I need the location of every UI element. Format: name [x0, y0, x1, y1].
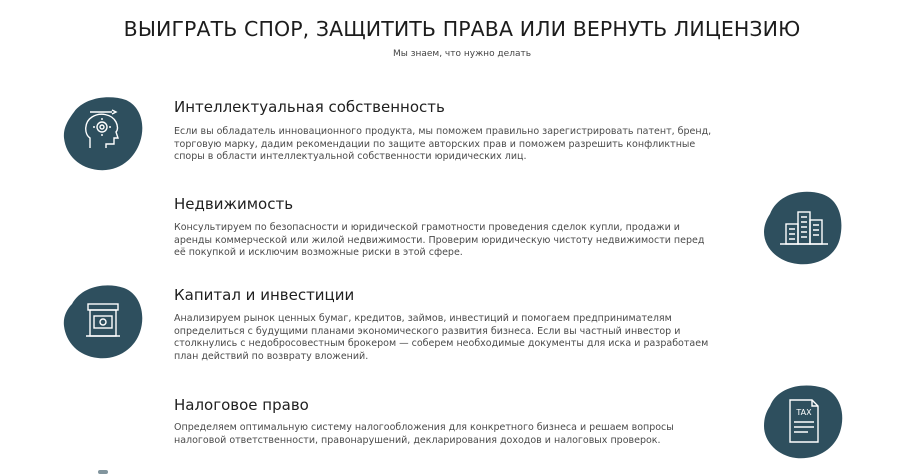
- page-title: ВЫИГРАТЬ СПОР, ЗАЩИТИТЬ ПРАВА ИЛИ ВЕРНУТЬ ЛИЦЕНЗИЮ: [123, 17, 801, 41]
- service-title: Налоговое право: [174, 396, 309, 414]
- service-title: Интеллектуальная собственность: [174, 98, 445, 116]
- head-gear-icon: [60, 90, 146, 176]
- tax-document-icon: [760, 378, 846, 464]
- service-description: Если вы обладатель инновационного продукта, мы поможем правильно зарегистрировать патент, бренд, торговую марку, дадим рекомендации по защите авторских прав и поможем разрешить конфликтные споры в области интеллектуальной собственности юридических лиц.: [174, 126, 712, 163]
- service-title: Недвижимость: [174, 195, 294, 213]
- money-jar-icon: [60, 278, 146, 364]
- service-description: Консультируем по безопасности и юридической грамотности проведения сделок купли, продажи и аренды коммерческой или жилой недвижимости. Проверим юридическую чистоту недвижимости перед её покупкой и исключим возможные риски в этой сфере.: [174, 222, 705, 259]
- service-description: Анализируем рынок ценных бумаг, кредитов, займов, инвестиций и помогаем предпринимателям определиться с будущими планами экономического развития бизнеса. Если вы частный инвестор и столкнулись с недобросовестным брокером — соберем необходимые документы для иска и разработаем план действий по возврату вложений.: [174, 313, 709, 362]
- tax-label: TAX: [796, 408, 812, 417]
- service-description: Определяем оптимальную систему налогообложения для конкретного бизнеса и решаем вопросы налоговой ответственности, правонарушений, декларирования доходов и налоговых проверок.: [174, 422, 674, 446]
- buildings-icon: [760, 184, 846, 270]
- next-icon-peek: [98, 470, 108, 474]
- service-icon-badge: [60, 90, 146, 176]
- service-icon-badge: [60, 278, 146, 364]
- service-title: Капитал и инвестиции: [174, 286, 355, 304]
- page-subtitle: Мы знаем, что нужно делать: [392, 49, 532, 59]
- service-icon-badge: [760, 184, 846, 270]
- service-icon-badge: [760, 378, 846, 464]
